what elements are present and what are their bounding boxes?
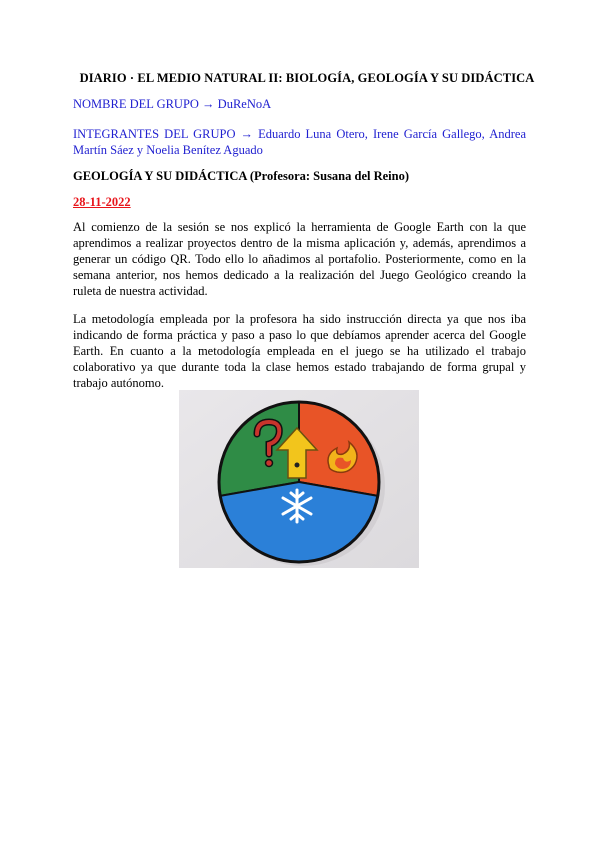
section-heading: GEOLOGÍA Y SU DIDÁCTICA (Profesora: Susana del Reino) xyxy=(73,169,410,183)
paragraph-2: La metodología empleada por la profesora ha sido instrucción directa ya que nos iba indicando de forma práctica y paso a paso lo que debíamos aprender acerca del Google Earth. En cuanto a la metodología empleada en el juego se ha utilizado el trabajo colaborativo ya que durante toda la clase hemos estado trabajando de forma grupal y trabajo autónomo. xyxy=(73,312,526,390)
document-title: DIARIO · EL MEDIO NATURAL II: BIOLOGÍA, GEOLOGÍA Y SU DIDÁCTICA xyxy=(79,71,535,85)
session-date: 28-11-2022 xyxy=(73,195,131,209)
roulette-wheel xyxy=(219,402,379,562)
roulette-image xyxy=(179,390,419,568)
paragraph-1: Al comienzo de la sesión se nos explicó la herramienta de Google Earth con la que aprendimos a realizar proyectos dentro de la misma aplicación y, además, aprendimos a generar un código QR. Todo ello lo añadimos al portafolio. Posteriormente, como en la semana anterior, nos hemos dedicado a la realización del Juego Geológico creando la ruleta de nuestra actividad. xyxy=(73,220,526,298)
group-members: INTEGRANTES DEL GRUPO → Eduardo Luna Otero, Irene García Gallego, Andrea Martín Sáez y Noelia Benítez Aguado xyxy=(73,127,526,157)
roulette-photo xyxy=(179,390,419,568)
group-name: NOMBRE DEL GRUPO → DuReNoA xyxy=(73,97,272,111)
